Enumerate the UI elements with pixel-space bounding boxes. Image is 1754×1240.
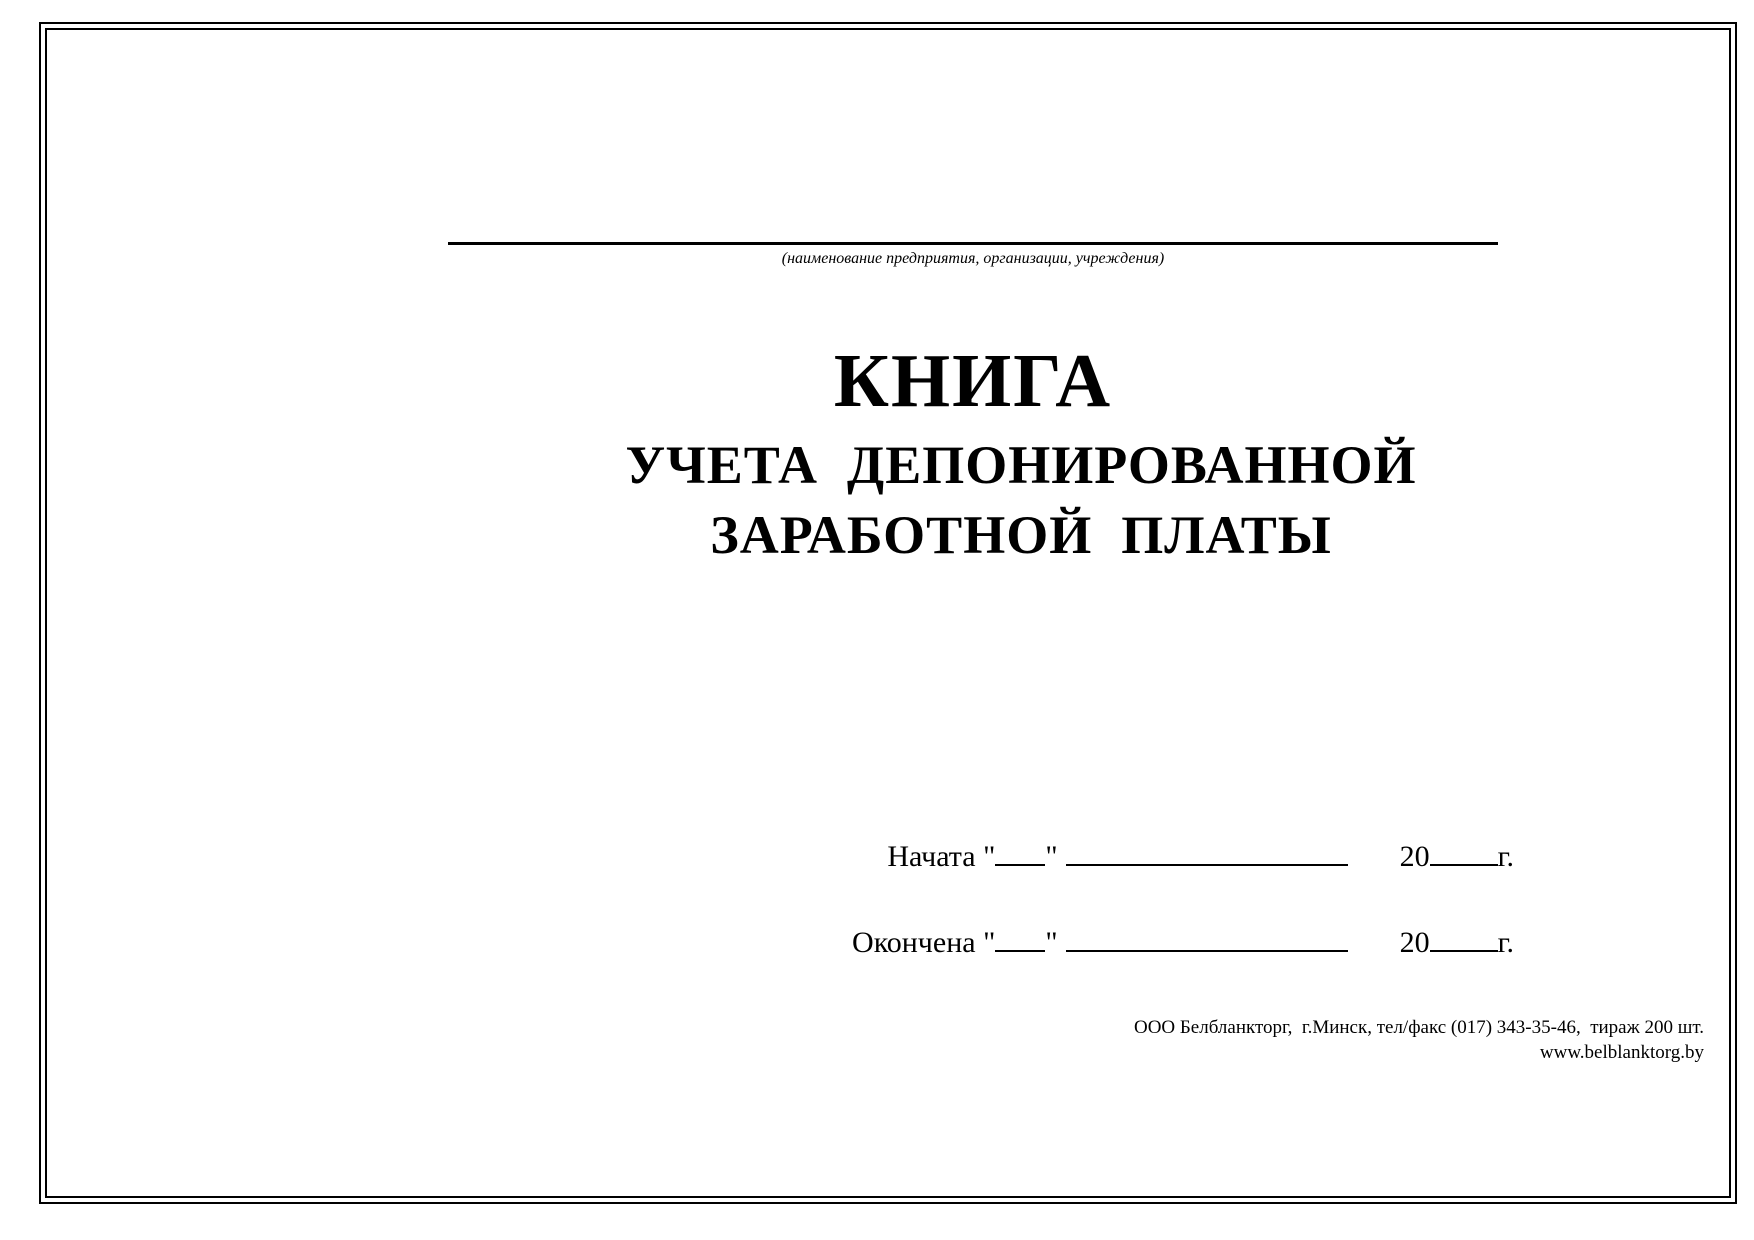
end-year-prefix: 20 <box>1399 926 1430 959</box>
start-year-prefix: 20 <box>1399 840 1430 873</box>
start-day-quote-open: " <box>983 840 996 873</box>
start-year-blank <box>1430 838 1498 866</box>
start-day-quote-close: " <box>1045 840 1058 873</box>
book-title: КНИГА <box>833 339 1113 423</box>
start-year-suffix: г. <box>1497 840 1514 873</box>
organization-name-caption: (наименование предприятия, организации, учреждения) <box>781 250 1165 267</box>
organization-name-line <box>448 242 1498 245</box>
publisher-info <box>1134 1015 1704 1065</box>
publisher-details: ООО Белбланкторг, г.Минск, тел/факс (017) 343-35-46, тираж 200 шт. <box>1133 1017 1704 1038</box>
start-day-blank <box>995 838 1045 866</box>
book-subtitle-line-1: УЧЕТА ДЕПОНИРОВАННОЙ <box>625 435 1417 495</box>
start-date-label: Начата <box>887 840 976 873</box>
end-month-blank <box>1066 924 1348 952</box>
end-day-blank <box>995 924 1045 952</box>
end-date-row <box>852 924 1514 961</box>
book-subtitle-line-2: ЗАРАБОТНОЙ ПЛАТЫ <box>710 505 1332 565</box>
start-date-row <box>887 838 1514 875</box>
end-date-label: Окончена <box>852 926 976 959</box>
end-year-blank <box>1430 924 1498 952</box>
end-year-suffix: г. <box>1497 926 1514 959</box>
end-day-quote-open: " <box>983 926 996 959</box>
publisher-website: www.belblanktorg.by <box>1539 1042 1704 1063</box>
start-month-blank <box>1066 838 1348 866</box>
end-day-quote-close: " <box>1045 926 1058 959</box>
